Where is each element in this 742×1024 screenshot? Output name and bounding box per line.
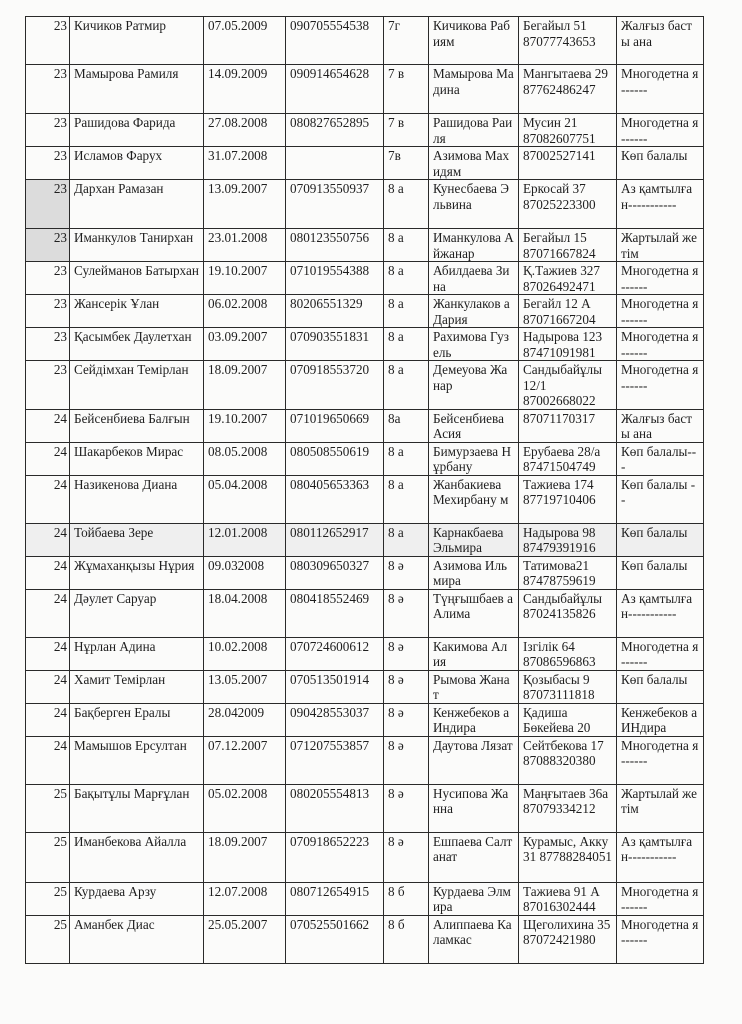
iin-cell: 071019650669 — [286, 409, 384, 442]
address-phone-cell: Мангытаева 29 87762486247 — [519, 65, 617, 114]
table-row — [26, 915, 704, 963]
table-row — [26, 114, 704, 147]
grade-cell: 8 б — [384, 882, 429, 915]
address-phone-cell: Қ.Тажиев 327 87026492471 — [519, 262, 617, 295]
status-cell: Көп балалы--- — [617, 442, 704, 475]
birth-date-cell: 05.02.2008 — [204, 784, 286, 832]
grade-cell: 8 ә — [384, 637, 429, 670]
address-phone-cell: Мусин 21 87082607751 — [519, 114, 617, 147]
parent-name-cell: Демеуова Жанар — [429, 361, 519, 410]
birth-date-cell: 05.04.2008 — [204, 475, 286, 523]
parent-name-cell: Кенжебеков а Индира — [429, 703, 519, 736]
birth-date-cell: 23.01.2008 — [204, 229, 286, 262]
birth-date-cell: 18.09.2007 — [204, 832, 286, 882]
address-phone-cell: Тажиева 174 87719710406 — [519, 475, 617, 523]
iin-cell: 071207553857 — [286, 736, 384, 784]
table-row — [26, 784, 704, 832]
class-number-cell: 25 — [26, 832, 70, 882]
parent-name-cell: Жанбакиева Мехирбану м — [429, 475, 519, 523]
table-row — [26, 147, 704, 180]
iin-cell: 080405653363 — [286, 475, 384, 523]
student-name-cell: Бақытұлы Марғұлан — [70, 784, 204, 832]
class-number-cell: 24 — [26, 409, 70, 442]
table-row — [26, 882, 704, 915]
grade-cell: 8 а — [384, 229, 429, 262]
class-number-cell: 24 — [26, 637, 70, 670]
student-name-cell: Хамит Темірлан — [70, 670, 204, 703]
grade-cell: 8 а — [384, 328, 429, 361]
table-row — [26, 523, 704, 556]
status-cell: Многодетна я------ — [617, 114, 704, 147]
birth-date-cell: 14.09.2009 — [204, 65, 286, 114]
parent-name-cell: Рымова Жанат — [429, 670, 519, 703]
status-cell: Көп балалы — [617, 147, 704, 180]
parent-name-cell: Какимова Алия — [429, 637, 519, 670]
birth-date-cell: 12.07.2008 — [204, 882, 286, 915]
parent-name-cell: Рахимова Гузель — [429, 328, 519, 361]
grade-cell: 8 а — [384, 180, 429, 229]
birth-date-cell: 13.05.2007 — [204, 670, 286, 703]
table-row — [26, 442, 704, 475]
class-number-cell: 25 — [26, 784, 70, 832]
status-cell: Многодетна я------ — [617, 328, 704, 361]
grade-cell: 8 ә — [384, 832, 429, 882]
table-row — [26, 475, 704, 523]
class-number-cell: 24 — [26, 475, 70, 523]
table-row — [26, 229, 704, 262]
status-cell: Многодетна я------ — [617, 882, 704, 915]
class-number-cell: 24 — [26, 556, 70, 589]
class-number-cell: 25 — [26, 915, 70, 963]
student-name-cell: Сейдімхан Темірлан — [70, 361, 204, 410]
address-phone-cell: 87002527141 — [519, 147, 617, 180]
iin-cell — [286, 147, 384, 180]
table-row — [26, 180, 704, 229]
parent-name-cell: Курдаева Элмира — [429, 882, 519, 915]
iin-cell: 080112652917 — [286, 523, 384, 556]
address-phone-cell: Қозыбасы 9 87073111818 — [519, 670, 617, 703]
iin-cell: 070913550937 — [286, 180, 384, 229]
student-name-cell: Дәулет Саруар — [70, 589, 204, 637]
class-number-cell: 23 — [26, 114, 70, 147]
table-row — [26, 361, 704, 410]
iin-cell: 080123550756 — [286, 229, 384, 262]
student-name-cell: Курдаева Арзу — [70, 882, 204, 915]
iin-cell: 080418552469 — [286, 589, 384, 637]
iin-cell: 090705554538 — [286, 17, 384, 65]
status-cell: Көп балалы — [617, 556, 704, 589]
grade-cell: 8 ә — [384, 703, 429, 736]
grade-cell: 8 ә — [384, 670, 429, 703]
status-cell: Жалғыз басты ана — [617, 17, 704, 65]
grade-cell: 7 в — [384, 114, 429, 147]
birth-date-cell: 28.042009 — [204, 703, 286, 736]
class-number-cell: 23 — [26, 295, 70, 328]
address-phone-cell: 87071170317 — [519, 409, 617, 442]
grade-cell: 8 ә — [384, 784, 429, 832]
student-name-cell: Рашидова Фарида — [70, 114, 204, 147]
iin-cell: 070918553720 — [286, 361, 384, 410]
address-phone-cell: Сандыбайұлы 12/1 87002668022 — [519, 361, 617, 410]
student-name-cell: Иманбекова Айалла — [70, 832, 204, 882]
status-cell: Многодетна я------ — [617, 65, 704, 114]
iin-cell: 080712654915 — [286, 882, 384, 915]
students-table — [25, 16, 704, 964]
birth-date-cell: 09.032008 — [204, 556, 286, 589]
student-name-cell: Сулейманов Батырхан — [70, 262, 204, 295]
iin-cell: 80206551329 — [286, 295, 384, 328]
class-number-cell: 24 — [26, 442, 70, 475]
student-name-cell: Бақберген Ералы — [70, 703, 204, 736]
address-phone-cell: Қадиша Бөкейева 20 — [519, 703, 617, 736]
status-cell: Көп балалы -- — [617, 475, 704, 523]
address-phone-cell: Сейтбекова 17 87088320380 — [519, 736, 617, 784]
grade-cell: 8 б — [384, 915, 429, 963]
status-cell: Көп балалы — [617, 670, 704, 703]
grade-cell: 7в — [384, 147, 429, 180]
iin-cell: 070724600612 — [286, 637, 384, 670]
table-row — [26, 17, 704, 65]
birth-date-cell: 19.10.2007 — [204, 409, 286, 442]
status-cell: Жартылай жетім — [617, 229, 704, 262]
table-row — [26, 637, 704, 670]
grade-cell: 8 ә — [384, 736, 429, 784]
address-phone-cell: Еркосай 37 87025223300 — [519, 180, 617, 229]
birth-date-cell: 18.09.2007 — [204, 361, 286, 410]
iin-cell: 090914654628 — [286, 65, 384, 114]
birth-date-cell: 27.08.2008 — [204, 114, 286, 147]
address-phone-cell: Ізгілік 64 87086596863 — [519, 637, 617, 670]
table-row — [26, 670, 704, 703]
iin-cell: 070903551831 — [286, 328, 384, 361]
student-name-cell: Исламов Фарух — [70, 147, 204, 180]
birth-date-cell: 10.02.2008 — [204, 637, 286, 670]
iin-cell: 070525501662 — [286, 915, 384, 963]
student-name-cell: Бейсенбиева Балғын — [70, 409, 204, 442]
birth-date-cell: 13.09.2007 — [204, 180, 286, 229]
table-row — [26, 295, 704, 328]
table-row — [26, 328, 704, 361]
iin-cell: 070918652223 — [286, 832, 384, 882]
address-phone-cell: Ерубаева 28/а 87471504749 — [519, 442, 617, 475]
status-cell: Многодетна я------ — [617, 361, 704, 410]
parent-name-cell: Даутова Лязат — [429, 736, 519, 784]
class-number-cell: 24 — [26, 670, 70, 703]
grade-cell: 8 а — [384, 442, 429, 475]
status-cell: Многодетна я------ — [617, 295, 704, 328]
parent-name-cell: Түңғышбаев а Алима — [429, 589, 519, 637]
student-name-cell: Мамырова Рамиля — [70, 65, 204, 114]
birth-date-cell: 08.05.2008 — [204, 442, 286, 475]
parent-name-cell: Бейсенбиева Асия — [429, 409, 519, 442]
birth-date-cell: 12.01.2008 — [204, 523, 286, 556]
table-row — [26, 262, 704, 295]
student-name-cell: Дархан Рамазан — [70, 180, 204, 229]
table-row — [26, 409, 704, 442]
grade-cell: 8 а — [384, 523, 429, 556]
birth-date-cell: 19.10.2007 — [204, 262, 286, 295]
parent-name-cell: Карнакбаева Эльмира — [429, 523, 519, 556]
iin-cell: 070513501914 — [286, 670, 384, 703]
parent-name-cell: Рашидова Раиля — [429, 114, 519, 147]
grade-cell: 8 ә — [384, 556, 429, 589]
grade-cell: 8 ә — [384, 589, 429, 637]
table-row — [26, 832, 704, 882]
table-row — [26, 65, 704, 114]
status-cell: Многодетна я------ — [617, 262, 704, 295]
student-name-cell: Кичиков Ратмир — [70, 17, 204, 65]
parent-name-cell: Ешпаева Салтанат — [429, 832, 519, 882]
class-number-cell: 23 — [26, 180, 70, 229]
address-phone-cell: Курамыс, Акку 31 87788284051 — [519, 832, 617, 882]
class-number-cell: 23 — [26, 262, 70, 295]
student-name-cell: Қасымбек Даулетхан — [70, 328, 204, 361]
grade-cell: 7 в — [384, 65, 429, 114]
status-cell: Многодетна я------ — [617, 736, 704, 784]
student-name-cell: Тойбаева Зере — [70, 523, 204, 556]
student-name-cell: Жансерік Ұлан — [70, 295, 204, 328]
address-phone-cell: Надырова 98 87479391916 — [519, 523, 617, 556]
birth-date-cell: 31.07.2008 — [204, 147, 286, 180]
parent-name-cell: Иманкулова Айжанар — [429, 229, 519, 262]
parent-name-cell: Бимурзаева Нұрбану — [429, 442, 519, 475]
grade-cell: 7г — [384, 17, 429, 65]
grade-cell: 8 а — [384, 262, 429, 295]
grade-cell: 8 а — [384, 361, 429, 410]
address-phone-cell: Бегайыл 15 87071667824 — [519, 229, 617, 262]
class-number-cell: 23 — [26, 229, 70, 262]
address-phone-cell: Тажиева 91 А 87016302444 — [519, 882, 617, 915]
parent-name-cell: Азимова Махидям — [429, 147, 519, 180]
iin-cell: 071019554388 — [286, 262, 384, 295]
status-cell: Многодетна я------ — [617, 637, 704, 670]
grade-cell: 8а — [384, 409, 429, 442]
status-cell: Аз қамтылған----------- — [617, 832, 704, 882]
table-row — [26, 736, 704, 784]
iin-cell: 080205554813 — [286, 784, 384, 832]
student-name-cell: Мамышов Ерсултан — [70, 736, 204, 784]
parent-name-cell: Кунесбаева Эльвина — [429, 180, 519, 229]
grade-cell: 8 а — [384, 295, 429, 328]
iin-cell: 080508550619 — [286, 442, 384, 475]
address-phone-cell: Бегайыл 51 87077743653 — [519, 17, 617, 65]
student-name-cell: Нұрлан Адина — [70, 637, 204, 670]
table-row — [26, 589, 704, 637]
class-number-cell: 24 — [26, 589, 70, 637]
class-number-cell: 25 — [26, 882, 70, 915]
student-name-cell: Аманбек Диас — [70, 915, 204, 963]
parent-name-cell: Алиппаева Каламкас — [429, 915, 519, 963]
birth-date-cell: 07.12.2007 — [204, 736, 286, 784]
address-phone-cell: Маңғытаев 36а 87079334212 — [519, 784, 617, 832]
address-phone-cell: Сандыбайұлы 87024135826 — [519, 589, 617, 637]
student-name-cell: Назикенова Диана — [70, 475, 204, 523]
address-phone-cell: Надырова 123 87471091981 — [519, 328, 617, 361]
parent-name-cell: Азимова Ильмира — [429, 556, 519, 589]
class-number-cell: 24 — [26, 523, 70, 556]
address-phone-cell: Татимова21 87478759619 — [519, 556, 617, 589]
table-row — [26, 556, 704, 589]
parent-name-cell: Жанкулаков а Дария — [429, 295, 519, 328]
class-number-cell: 23 — [26, 361, 70, 410]
student-name-cell: Шакарбеков Мирас — [70, 442, 204, 475]
status-cell: Көп балалы — [617, 523, 704, 556]
class-number-cell: 23 — [26, 65, 70, 114]
address-phone-cell: Бегайл 12 А 87071667204 — [519, 295, 617, 328]
birth-date-cell: 07.05.2009 — [204, 17, 286, 65]
iin-cell: 080309650327 — [286, 556, 384, 589]
address-phone-cell: Щеголихина 35 87072421980 — [519, 915, 617, 963]
parent-name-cell: Мамырова Мадина — [429, 65, 519, 114]
class-number-cell: 23 — [26, 328, 70, 361]
birth-date-cell: 18.04.2008 — [204, 589, 286, 637]
student-name-cell: Жұмаханқызы Нұрия — [70, 556, 204, 589]
parent-name-cell: Нусипова Жанна — [429, 784, 519, 832]
grade-cell: 8 а — [384, 475, 429, 523]
student-name-cell: Иманкулов Танирхан — [70, 229, 204, 262]
parent-name-cell: Абилдаева Зина — [429, 262, 519, 295]
parent-name-cell: Кичикова Рабиям — [429, 17, 519, 65]
table-body — [26, 17, 704, 964]
document-page — [25, 16, 704, 964]
iin-cell: 090428553037 — [286, 703, 384, 736]
birth-date-cell: 03.09.2007 — [204, 328, 286, 361]
table-row — [26, 703, 704, 736]
class-number-cell: 24 — [26, 703, 70, 736]
birth-date-cell: 25.05.2007 — [204, 915, 286, 963]
status-cell: Многодетна я------ — [617, 915, 704, 963]
status-cell: Жартылай жетім — [617, 784, 704, 832]
class-number-cell: 23 — [26, 147, 70, 180]
status-cell: Жалғыз басты ана — [617, 409, 704, 442]
status-cell: Кенжебеков а ИНдира — [617, 703, 704, 736]
class-number-cell: 24 — [26, 736, 70, 784]
iin-cell: 080827652895 — [286, 114, 384, 147]
status-cell: Аз қамтылған----------- — [617, 589, 704, 637]
birth-date-cell: 06.02.2008 — [204, 295, 286, 328]
class-number-cell: 23 — [26, 17, 70, 65]
status-cell: Аз қамтылған----------- — [617, 180, 704, 229]
